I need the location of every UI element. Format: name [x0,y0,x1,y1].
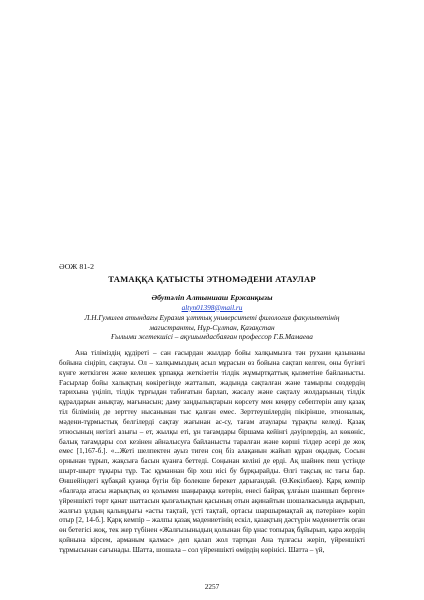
article-body [59,349,365,556]
author-email-link[interactable]: altyn01398@mail.ru [181,302,243,312]
body-paragraph: Ана тіліміздің құдіреті – сан ғасырдан жылдар бойы халқымызға тән рухани қазынаны бойына сіңіріп, сақтауы. Ол – халқымыздың асыл мұрасын өз бойына сақтап келген, оны бүгінгі күнге жеткізген және келешек ұрпаққа жеткізетін тілдік жұмыртқаттық қызметіне байланысты. Ғасырлар бойы халықтың көкірегінде жатталып, жадында сақталған және тамырлы сөздердің тарихына үңіліп, тілдік тұрғыдан табиғатын барлап, жасалу және сақталу жолдарының тілдік құралдарын анықтау, мағынасын; даму заңдылықтарын көрсету мен кеңеру себептерін ашу қазақ тіл білімінің де зерттеу нысанынан тыс қалған емес. Зерттеушілердің пікірінше, этноналық, мәдени-тұрмыстық белгілерді сақтау жағынан ас-су, тағам атаулары тұрақты келеді. Қазақ этносының негізгі азығы – ет, жылқы еті, ұн тағамдары біршама кейінгі дәуірлердің, ал көкөніс, балық тағамдары сол кезінен айналысуға байланысты таралған және көрші тілдер әсері де жоқ емес [1,167-б.]. «...Жеті шелпектен ауыз тиген соң біз алақанын жайып құран оқыдық. Сосын орнынан тұрып, жақсыға басын қуанға беттеді. Соңынан келіні де ерді. Ақ шайнек пеш үстінде шырт-шырт тұқыры тұр. Тас құманнан бір хош иісі бу бұрқырайды. Өлгі тақсық нс тағы бар. Өншейіндегі құбақай қуанқа бүгін бір болекше берекет дарығандай. (Ө.Кекілбаев). Қарқ кемпір «балғада атасы жарықтық өз қолымен шаңыраққа көтерін, енесі байрақ ұлға́ын шаншып берген» үйреншікті төрт қанат шаттасын қызғалықтын қасының отын ақинайтын шошалкасында ақдырып, жалғыз ұлдың қалыңдығы «асты тақтай, үсті тақтай, ортасы шаршырмақтай ақ пәтеріне» көріп отыр [2, 14-б.]. Қарқ кемпір – жалпы қазақ мәдениетінің ескіл, қазақтың дәстүрін мәдениеттік оған өн бетегісі жоқ, тек жер түбінен «Жалғызыныдың қолынан бір ұнас топырақ бұйырып, қара жердің қойнына кірсем, арманым қалмас» деп қалап жол тартқан Ана тұлғасы жеріп, үйреншікті тұрмысынан сағынады. Шатта, шошала – сол үйреншікті өмірдің көрінісі. Шатта – үй, [59,349,365,554]
article-title: ТАМАҚҚА ҚАТЫСТЫ ЭТНОМӘДЕНИ АТАУЛАР [108,274,316,284]
affiliation-line-1: Л.Н.Гумилев атындағы Еуразия ұлттық университеті филология факультетінің [84,313,340,322]
udk-code: ӘОЖ 81-2 [59,262,95,271]
supervisor-line: Ғылыми жетекшісі – ақушымдасбаяған профессор Г.Б.Мамаева [111,332,313,341]
author-name: Әбутәліп Алтыншаш Ержанқызы [151,293,273,302]
page-number: 2257 [204,582,220,591]
affiliation-line-2: магистранты, Нұр-Сұлтан, Қазақстан [149,322,275,332]
